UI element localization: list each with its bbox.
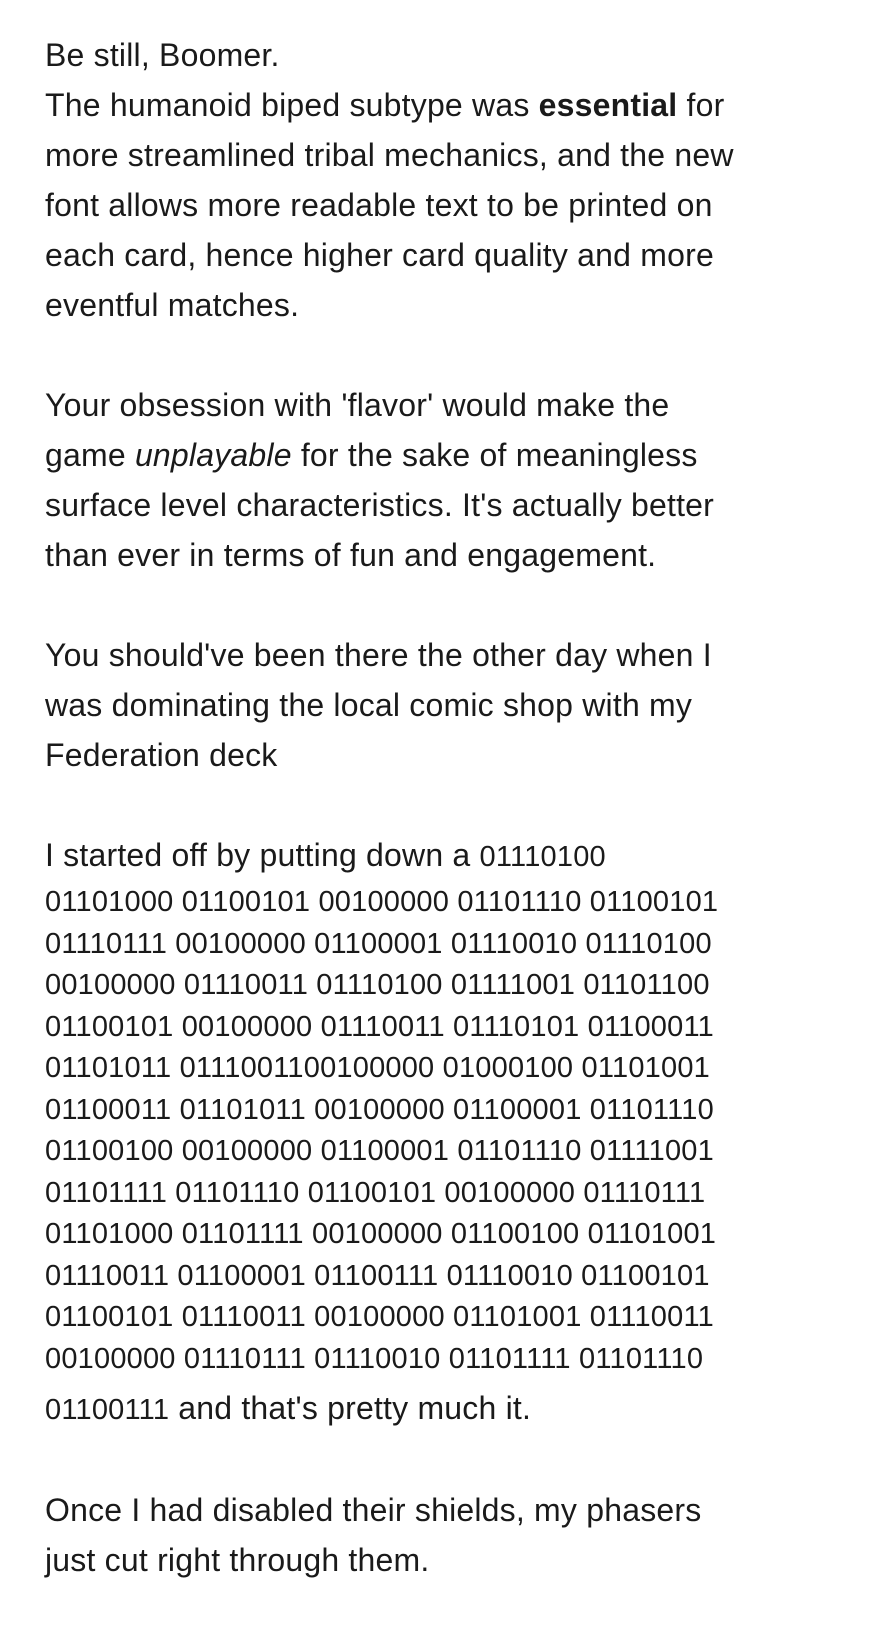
binary-text: 01100111 [45, 1394, 170, 1426]
text-line: Federation deck [45, 737, 278, 773]
text-span: The humanoid biped subtype was [45, 87, 539, 123]
paragraph-4 [45, 830, 855, 1435]
text-line [45, 1383, 855, 1435]
text-line [45, 830, 855, 882]
text-line [45, 80, 855, 130]
text-line: font allows more readable text to be printed on [45, 187, 713, 223]
italic-text: unplayable [134, 437, 292, 473]
binary-line: 01100100 00100000 01100001 01101110 01111001 [45, 1135, 714, 1167]
paragraph-1 [45, 30, 855, 330]
binary-line: 01110111 00100000 01100001 01110010 01110100 [45, 927, 712, 960]
text-line: surface level characteristics. It's actually better [45, 487, 715, 523]
paragraph-2 [45, 380, 855, 580]
binary-line: 01110011 01100001 01100111 01110010 01100101 [45, 1259, 710, 1292]
paragraph-5 [45, 1485, 855, 1585]
binary-line: 01101000 01100101 00100000 01101110 01100101 [45, 886, 719, 918]
text-line: eventful matches. [45, 287, 300, 323]
binary-line: 01101111 01101110 01100101 00100000 01110111 [45, 1176, 706, 1209]
binary-line: 01101011 0111001100100000 01000100 01101001 [45, 1052, 710, 1084]
text-span: game [45, 437, 135, 473]
text-span: for [677, 87, 725, 123]
binary-line: 01100011 01101011 00100000 01100001 01101110 [45, 1093, 714, 1126]
text-line: Once I had disabled their shields, my phasers [45, 1492, 702, 1528]
binary-line: 00100000 01110011 01110100 01111001 01101100 [45, 969, 710, 1001]
binary-text: 01110100 [479, 841, 606, 873]
text-line: Be still, Boomer. [45, 37, 280, 73]
binary-block [45, 882, 855, 1380]
text-line: each card, hence higher card quality and more [45, 237, 714, 273]
text-line: You should've been there the other day when I [45, 637, 712, 673]
text-line: more streamlined tribal mechanics, and the new [45, 137, 734, 173]
binary-line: 00100000 01110111 01110010 01101111 01101110 [45, 1342, 704, 1375]
text-line [45, 430, 855, 480]
text-line: just cut right through them. [45, 1542, 430, 1578]
text-line: than ever in terms of fun and engagement. [45, 537, 657, 573]
binary-line: 01100101 00100000 01110011 01110101 01100011 [45, 1010, 714, 1043]
text-span: and that's pretty much it. [169, 1390, 532, 1426]
binary-line: 01100101 01110011 00100000 01101001 01110011 [45, 1301, 714, 1333]
post-body [45, 30, 855, 1585]
paragraph-3 [45, 630, 855, 780]
text-span: for the sake of meaningless [291, 437, 698, 473]
binary-line: 01101000 01101111 00100000 01100100 01101001 [45, 1218, 717, 1250]
text-line: Your obsession with 'flavor' would make the [45, 387, 670, 423]
text-line: was dominating the local comic shop with my [45, 687, 693, 723]
bold-text: essential [538, 87, 678, 123]
text-span: I started off by putting down a [45, 837, 480, 873]
